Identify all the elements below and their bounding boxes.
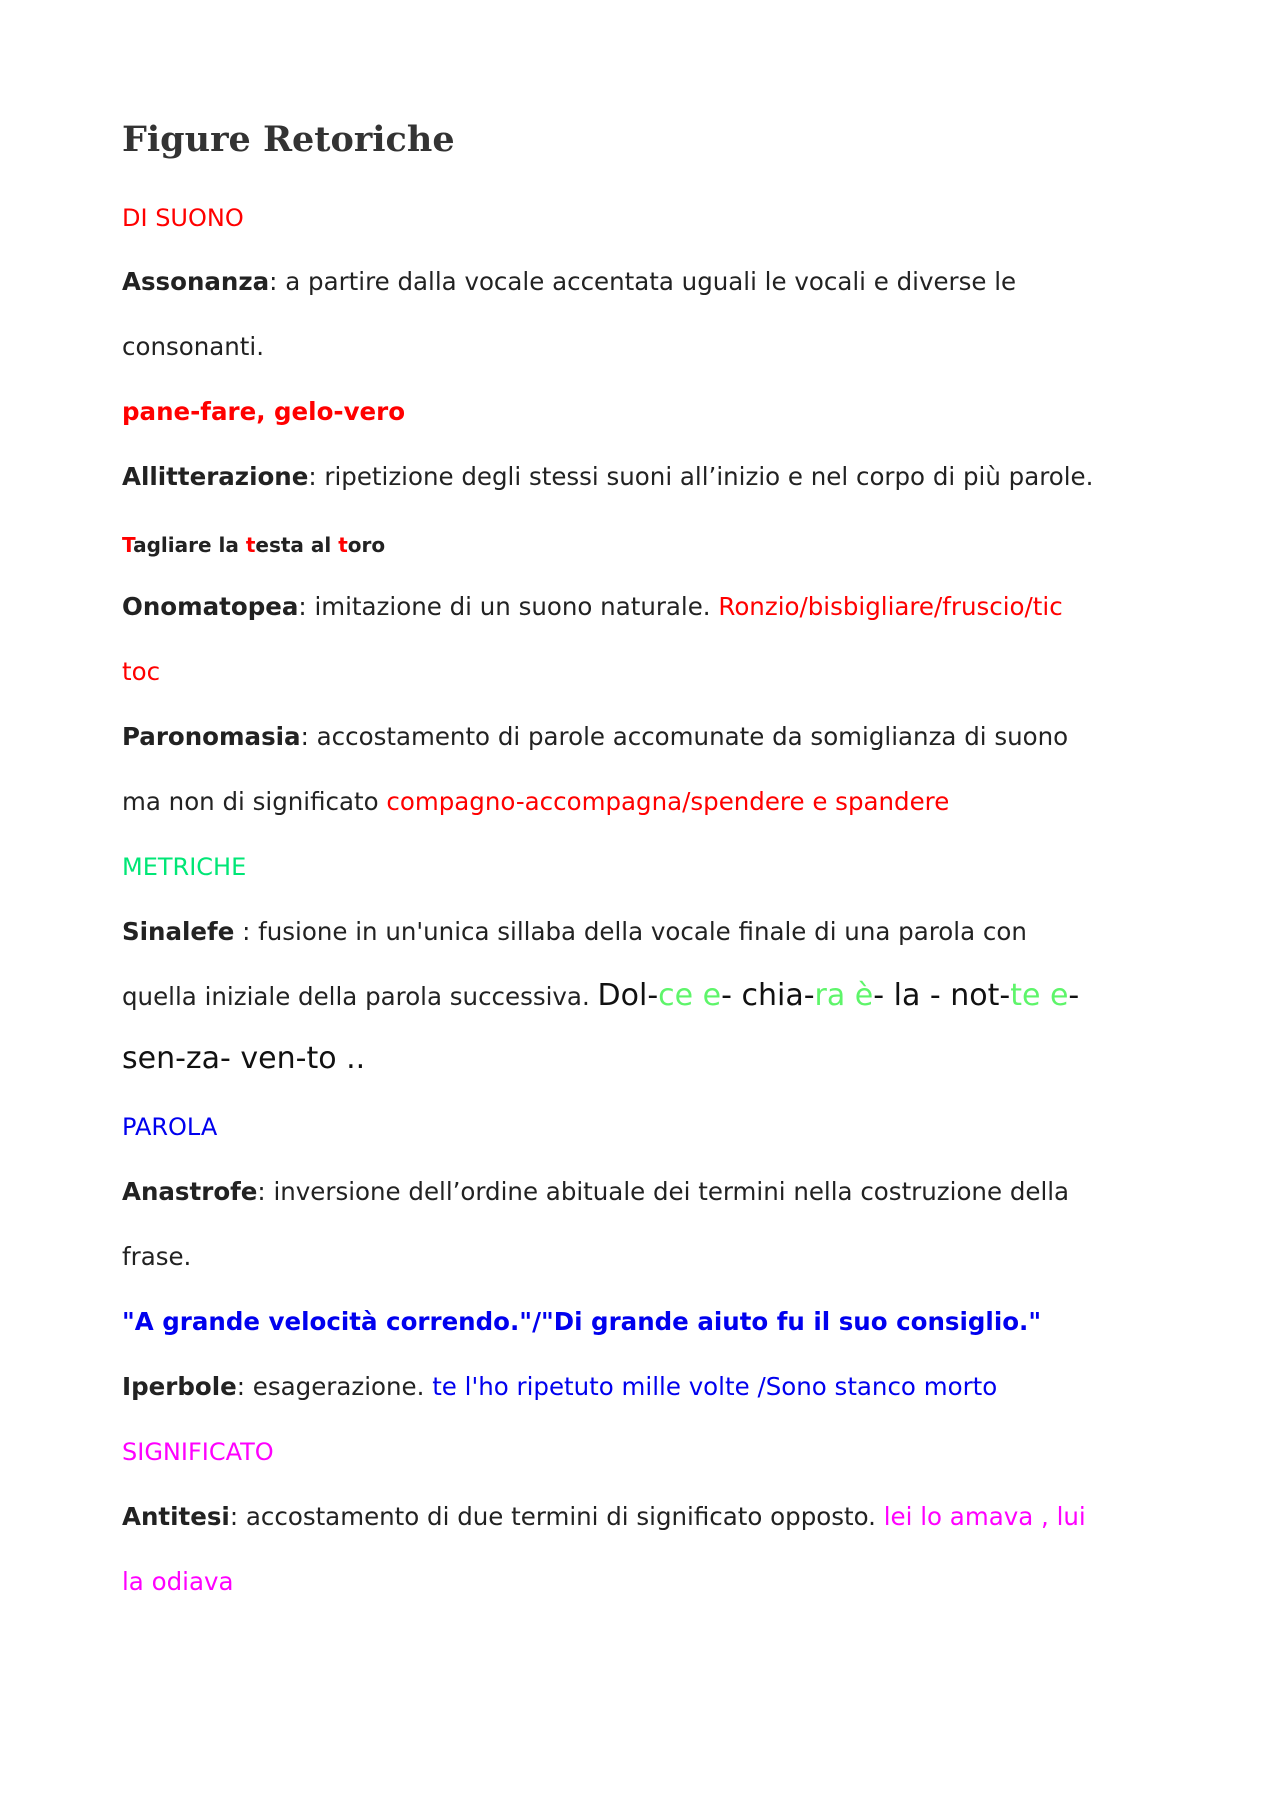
section-heading-metriche: METRICHE [122, 853, 247, 881]
sinalefe-example-part: te e [1010, 978, 1069, 1013]
iperbole-definition [122, 1372, 998, 1401]
section-heading-significato: SIGNIFICATO [122, 1438, 274, 1466]
anastrofe-term: Anastrofe [122, 1177, 258, 1206]
sinalefe-example-part: ce e [658, 978, 722, 1013]
anastrofe-def-line1: : inversione dell’ordine abituale dei termini nella costruzione della [257, 1177, 1070, 1206]
allitterazione-term: Allitterazione [122, 462, 309, 491]
assonanza-definition [122, 267, 1017, 296]
sinalefe-example-part: - chia- [721, 978, 815, 1013]
antitesi-example-line1: lei lo amava , lui [883, 1502, 1086, 1531]
allitterazione-example-part: t [245, 533, 256, 557]
allitterazione-example-part: agliare la [133, 533, 246, 557]
allitterazione-example-part: oro [347, 533, 386, 557]
iperbole-example: te l'ho ripetuto mille volte /Sono stanco morto [432, 1372, 998, 1401]
allitterazione-example-part: t [338, 533, 348, 557]
sinalefe-example-part: ra è [814, 978, 874, 1013]
allitterazione-example-part: T [122, 533, 134, 557]
assonanza-example: pane-fare, gelo-vero [122, 397, 406, 426]
sinalefe-term: Sinalefe [122, 917, 235, 946]
onomatopea-term: Onomatopea [122, 592, 299, 621]
antitesi-definition [122, 1502, 1086, 1531]
section-heading-suono: DI SUONO [122, 204, 244, 232]
antitesi-term: Antitesi [122, 1502, 230, 1531]
antitesi-example-line2: la odiava [122, 1567, 234, 1596]
paronomasia-term: Paronomasia [122, 722, 301, 751]
sinalefe-example-part: - [1068, 978, 1080, 1013]
assonanza-term: Assonanza [122, 267, 270, 296]
allitterazione-def: : ripetizione degli stessi suoni all’inizio e nel corpo di più parole. [308, 462, 1094, 491]
paronomasia-definition [122, 722, 1069, 751]
sinalefe-def-line2-text: quella iniziale della parola successiva. [122, 982, 598, 1011]
assonanza-def-line1: : a partire dalla vocale accentata uguali le vocali e diverse le [269, 267, 1017, 296]
onomatopea-def: : imitazione di un suono naturale. [298, 592, 719, 621]
page-title: Figure Retoriche [122, 119, 455, 160]
onomatopea-example-line1: Ronzio/bisbigliare/fruscio/tic [718, 592, 1063, 621]
antitesi-def: : accostamento di due termini di significato opposto. [229, 1502, 884, 1531]
paronomasia-def-line1: : accostamento di parole accomunate da somiglianza di suono [300, 722, 1069, 751]
onomatopea-definition [122, 592, 1063, 621]
paronomasia-example: compagno-accompagna/spendere e spandere [386, 787, 950, 816]
sinalefe-def-line2 [122, 978, 1080, 1013]
anastrofe-example: "A grande velocità correndo."/"Di grande aiuto fu il suo consiglio." [122, 1307, 1042, 1336]
paronomasia-def-line2 [122, 787, 950, 816]
sinalefe-example-part: Dol- [597, 978, 659, 1013]
assonanza-def-line2: consonanti. [122, 332, 265, 361]
allitterazione-definition [122, 462, 1094, 491]
iperbole-term: Iperbole [122, 1372, 237, 1401]
anastrofe-definition [122, 1177, 1070, 1206]
paronomasia-def-line2-text: ma non di significato [122, 787, 387, 816]
anastrofe-def-line2: frase. [122, 1242, 192, 1271]
sinalefe-example [598, 978, 1080, 1013]
allitterazione-example [122, 535, 385, 555]
section-heading-parola: PAROLA [122, 1113, 218, 1141]
allitterazione-example-part: esta al [255, 533, 339, 557]
sinalefe-example-line2: sen-za- ven-to .. [122, 1041, 366, 1076]
sinalefe-example-part: - la - not- [873, 978, 1011, 1013]
sinalefe-definition [122, 917, 1027, 946]
iperbole-def: : esagerazione. [236, 1372, 433, 1401]
sinalefe-def-line1: : fusione in un'unica sillaba della vocale finale di una parola con [234, 917, 1027, 946]
onomatopea-example-line2: toc [122, 657, 161, 686]
